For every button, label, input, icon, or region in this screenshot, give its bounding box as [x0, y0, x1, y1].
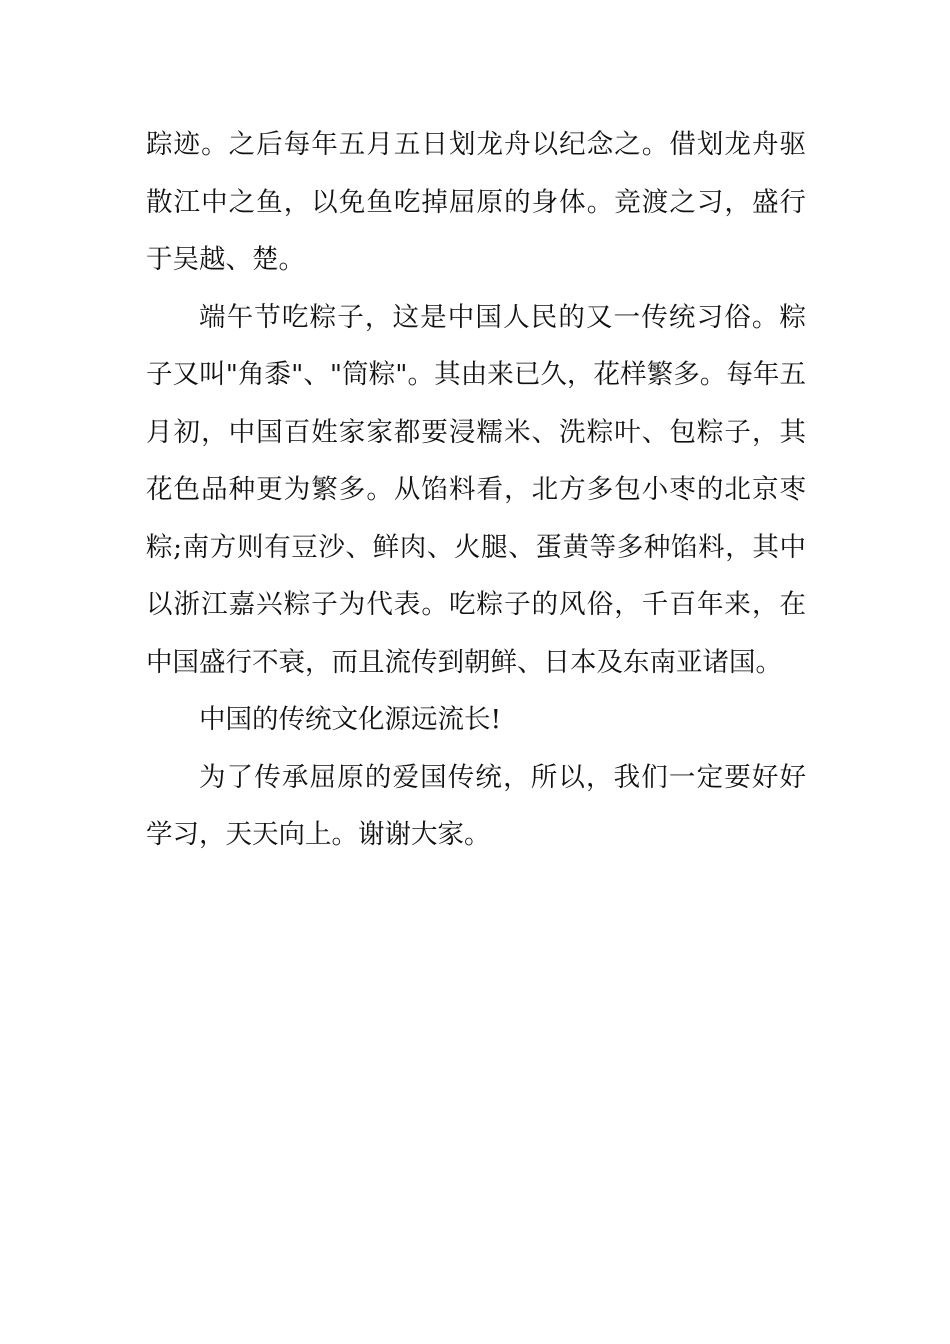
paragraph-dragon-boat-race: 踪迹。之后每年五月五日划龙舟以纪念之。借划龙舟驱散江中之鱼，以免鱼吃掉屈原的身体。竞渡之习，盛行于吴越、楚。: [146, 129, 806, 275]
paragraph-closing: 为了传承屈原的爱国传统，所以，我们一定要好好学习，天天向上。谢谢大家。: [146, 761, 806, 850]
document-body: [146, 116, 806, 864]
paragraph-traditional-culture: 中国的传统文化源远流长!: [199, 704, 502, 735]
paragraph-zongzi-custom: 端午节吃粽子，这是中国人民的又一传统习俗。粽子又叫"角黍"、"筒粽"。其由来已久，花样繁多。每年五月初，中国百姓家家都要浸糯米、洗粽叶、包粽子，其花色品种更为繁多。从馅料看，北方多包小枣的北京枣粽;南方则有豆沙、鲜肉、火腿、蛋黄等多种馅料，其中以浙江嘉兴粽子为代表。吃粽子的风俗，千百年来，在中国盛行不衰，而且流传到朝鲜、日本及东南亚诸国。: [146, 301, 806, 678]
